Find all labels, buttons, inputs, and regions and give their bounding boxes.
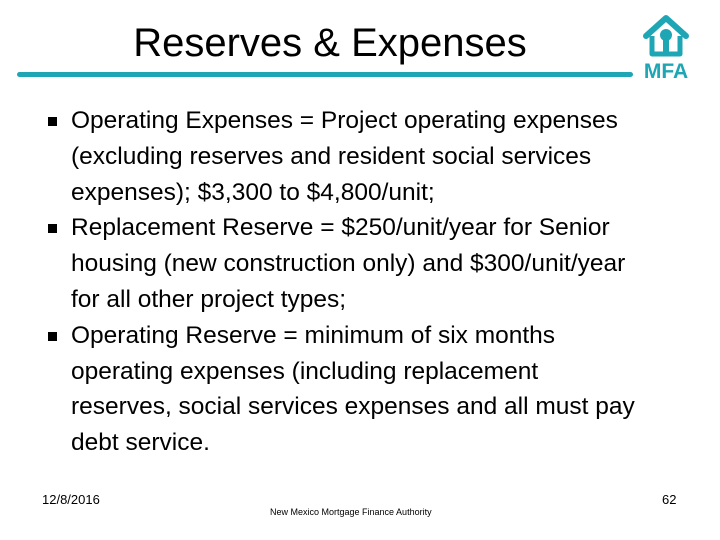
bullet-text: Operating Expenses = Project operating expenses (excluding reserves and resident social services expenses); $3,300 to $4,800/unit;: [71, 107, 618, 206]
bullet-text: Operating Reserve = minimum of six months operating expenses (including replacement reserves, social services expenses and all must pay debt service.: [71, 321, 635, 457]
bullet-square-icon: [48, 332, 57, 341]
bullet-square-icon: [48, 224, 57, 233]
mfa-logo: [638, 14, 694, 86]
bullet-operating-expenses: [48, 103, 638, 210]
logo-text: MFA: [643, 60, 689, 83]
page-number: 62: [662, 492, 677, 507]
footer-organization: New Mexico Mortgage Finance Authority: [270, 507, 432, 517]
footer-date: 12/8/2016: [42, 492, 100, 507]
title-underline: [17, 72, 633, 77]
bullet-square-icon: [48, 117, 57, 126]
bullet-operating-reserve: [48, 318, 638, 461]
bullet-text: Replacement Reserve = $250/unit/year for Senior housing (new construction only) and $300/unit/year for all other project types;: [71, 214, 626, 313]
house-keyhole-icon: [642, 14, 690, 58]
bullet-list: [48, 103, 638, 461]
bullet-replacement-reserve: [48, 210, 638, 317]
slide-title: Reserves & Expenses: [133, 21, 527, 65]
